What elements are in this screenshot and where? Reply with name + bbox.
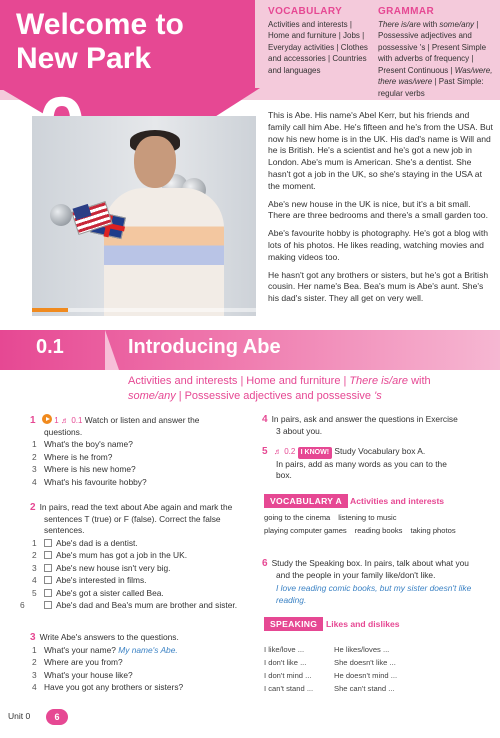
statement-text: Abe's dad is a dentist. bbox=[56, 537, 138, 548]
speaking-box-label: SPEAKING bbox=[264, 617, 323, 631]
instruction-text: In pairs, ask and answer the questions in Exercise 3 about you. bbox=[271, 414, 458, 436]
grammar-was-were: Was/were, there was/were bbox=[378, 65, 493, 86]
grammar-overview bbox=[378, 6, 498, 99]
i-know-badge: I KNOW! bbox=[298, 447, 332, 459]
intro-paragraph: Abe's favourite hobby is photography. He's got a blog with lots of his photos. He likes reading, watching movies and making videos too. bbox=[268, 228, 489, 262]
speaking-phrase: He doesn't mind ... bbox=[334, 671, 398, 680]
answer-checkbox[interactable] bbox=[44, 601, 52, 609]
unit-title-block bbox=[0, 0, 255, 90]
topic-with: with bbox=[408, 375, 431, 387]
question-text: Where is he from? bbox=[44, 451, 113, 462]
vocab-item: reading books bbox=[354, 525, 403, 535]
intro-paragraph: This is Abe. His name's Abel Kerr, but his friends and family call him Abe. He's fifteen and he's from the USA. But now his new home is in the UK. His dad's name is Will and he is British. He's a scientist and he's got a new job in London. Abe's mum is American. She's a dentist. She hasn't got a job in the UK, so she's staying in the USA at the moment. bbox=[268, 110, 493, 191]
page-number: 6 bbox=[46, 709, 68, 725]
exercise-number: 5 bbox=[262, 446, 268, 457]
list-item: 2 Where are you from? bbox=[32, 657, 123, 667]
video-number: 1 bbox=[54, 416, 59, 425]
speaking-row bbox=[264, 643, 494, 656]
speaking-row bbox=[264, 656, 494, 669]
list-item: 4 Abe's interested in films. bbox=[32, 575, 147, 585]
vocabulary-box-header bbox=[264, 494, 494, 508]
vocab-item: taking photos bbox=[410, 525, 456, 535]
vocabulary-heading: VOCABULARY bbox=[268, 6, 343, 17]
question-text: What's his favourite hobby? bbox=[44, 476, 147, 487]
topic-separator: | bbox=[343, 375, 347, 387]
speaking-phrase: He likes/loves ... bbox=[334, 645, 390, 654]
topic-some-any: some/any bbox=[128, 390, 176, 402]
instruction-text: Watch or listen and answer the bbox=[84, 415, 200, 425]
statement-text: Abe's interested in films. bbox=[56, 575, 147, 585]
answer-checkbox[interactable] bbox=[44, 539, 52, 547]
list-item: 2 Abe's mum has got a job in the UK. bbox=[32, 550, 188, 560]
title-line-2: New Park bbox=[16, 42, 152, 75]
unit-title bbox=[16, 8, 184, 76]
vocabulary-box-items bbox=[264, 512, 494, 537]
statement-list bbox=[20, 537, 242, 612]
instruction-text: Write Abe's answers to the questions. bbox=[39, 632, 179, 642]
speaking-box-title: Likes and dislikes bbox=[326, 619, 400, 629]
grammar-past-simple: | Past Simple: regular verbs bbox=[378, 77, 484, 98]
grammar-with: with bbox=[420, 19, 440, 29]
person-head bbox=[134, 136, 176, 188]
topic-home: Home and furniture bbox=[246, 375, 341, 387]
exercise-3-instruction bbox=[30, 632, 242, 644]
exercise-number: 6 bbox=[262, 558, 268, 569]
vocabulary-overview bbox=[268, 6, 372, 76]
list-item: 1 Abe's dad is a dentist. bbox=[32, 537, 138, 548]
speaking-row bbox=[264, 669, 494, 682]
vocab-item: listening to music bbox=[338, 513, 397, 522]
answer-checkbox[interactable] bbox=[44, 551, 52, 559]
section-divider bbox=[105, 330, 119, 370]
statement-text: Abe's dad and Bea's mum are brother and sister. bbox=[56, 600, 238, 610]
speaking-phrase: She can't stand ... bbox=[334, 684, 395, 693]
statement-text: Abe's got a sister called Bea. bbox=[56, 587, 164, 598]
title-line-1: Welcome to bbox=[16, 8, 184, 41]
abe-photo[interactable] bbox=[32, 116, 256, 316]
statement-text: Abe's mum has got a job in the UK. bbox=[56, 550, 188, 560]
vocabulary-box-title: Activities and interests bbox=[350, 496, 445, 506]
topic-possessive: Possessive adjectives and possessive bbox=[184, 390, 375, 402]
vocabulary-box-label: VOCABULARY A bbox=[264, 494, 348, 508]
list-item: 6 Abe's dad and Bea's mum are brother and sister. bbox=[20, 600, 238, 610]
answer-checkbox[interactable] bbox=[44, 564, 52, 572]
list-item: 3 What's your house like? bbox=[32, 669, 133, 680]
speaking-box-header bbox=[264, 617, 494, 631]
topic-activities: Activities and interests bbox=[128, 375, 238, 387]
vocab-item: going to the cinema bbox=[264, 513, 331, 522]
question-text: Where are you from? bbox=[44, 657, 123, 667]
instruction-text: questions. bbox=[44, 426, 83, 437]
grammar-mid: | Possessive adjectives and possessive 's | Present Simple with adverbs of frequency | Present Continuous | bbox=[378, 19, 487, 75]
speaking-phrase: I like/love ... bbox=[264, 645, 305, 654]
speaking-phrase: I don't mind ... bbox=[264, 671, 312, 680]
question-text: Have you got any brothers or sisters? bbox=[44, 682, 184, 692]
list-item: 3 Where is his new home? bbox=[32, 464, 136, 474]
list-item: 4 What's his favourite hobby? bbox=[32, 476, 147, 487]
topic-separator: | bbox=[178, 390, 182, 402]
exercise-2-instruction bbox=[30, 502, 242, 537]
exercise-1 bbox=[30, 414, 240, 488]
list-item: 1 What's the boy's name? bbox=[32, 439, 133, 449]
exercise-6-instruction bbox=[262, 558, 484, 581]
speaking-phrase: I can't stand ... bbox=[264, 684, 314, 693]
answer-checkbox[interactable] bbox=[44, 576, 52, 584]
instruction-text: Study the Speaking box. In pairs, talk about what you and the people in your family like/don't like. bbox=[271, 558, 469, 580]
list-item: 4 Have you got any brothers or sisters? bbox=[32, 682, 184, 692]
answer-checkbox[interactable] bbox=[44, 589, 52, 597]
intro-text bbox=[268, 110, 493, 311]
section-number: 0.1 bbox=[36, 336, 64, 358]
grammar-there-is: There is/are bbox=[378, 19, 421, 29]
audio-speaker-icon[interactable]: ♬ bbox=[273, 447, 282, 456]
question-text: Where is his new home? bbox=[44, 464, 136, 474]
exercise-number: 2 bbox=[30, 502, 36, 513]
list-item: 5 Abe's got a sister called Bea. bbox=[32, 587, 164, 598]
grammar-some-any: some/any bbox=[439, 19, 475, 29]
speaking-phrase: She doesn't like ... bbox=[334, 658, 396, 667]
intro-paragraph: Abe's new house in the UK is nice, but it's a bit small. There are three bedrooms and there's a small garden too. bbox=[268, 198, 488, 221]
exercise-6 bbox=[262, 558, 484, 606]
vocab-item: playing computer games bbox=[264, 525, 347, 535]
list-item: 3 Abe's new house isn't very big. bbox=[32, 562, 171, 573]
speaking-row bbox=[264, 682, 494, 695]
grammar-heading: GRAMMAR bbox=[378, 6, 435, 17]
instruction-text: In pairs, read the text about Abe again and mark the sentences T (true) or F (false). Correct the false sentences. bbox=[39, 502, 233, 535]
speaking-box-table bbox=[264, 643, 494, 695]
exercise-number: 3 bbox=[30, 632, 36, 643]
topic-apostrophe-s: 's bbox=[374, 390, 382, 402]
exercise-2 bbox=[20, 502, 242, 612]
topic-there-is: There is/are bbox=[349, 375, 409, 387]
section-topics bbox=[128, 374, 468, 404]
statement-text: Abe's new house isn't very big. bbox=[56, 562, 171, 573]
audio-speaker-icon[interactable]: ♬ bbox=[61, 416, 69, 425]
list-item: 2 Where is he from? bbox=[32, 451, 113, 462]
person-body bbox=[104, 188, 224, 316]
section-header bbox=[0, 330, 500, 370]
vocabulary-list: Activities and interests | Home and furniture | Jobs | Everyday activities | Clothes and accessories | Countries and languages bbox=[268, 19, 368, 75]
topic-separator: | bbox=[240, 375, 244, 387]
section-title: Introducing Abe bbox=[128, 336, 281, 358]
audio-track: 0.2 bbox=[284, 447, 296, 456]
video-progress-fill bbox=[32, 308, 68, 312]
example-sentence: I love reading comic books, but my sister doesn't like reading. bbox=[276, 583, 472, 605]
exercise-5-instruction bbox=[262, 446, 462, 459]
exercise-number: 4 bbox=[262, 414, 268, 425]
question-list bbox=[30, 645, 242, 694]
list-item: 1 What's your name? My name's Abe. bbox=[32, 644, 178, 655]
audio-track: 0.1 bbox=[71, 416, 83, 425]
video-progress-track[interactable] bbox=[32, 308, 256, 312]
question-text: What's the boy's name? bbox=[44, 439, 133, 449]
video-play-icon[interactable] bbox=[42, 414, 52, 424]
exercise-5 bbox=[262, 446, 462, 482]
grammar-list bbox=[378, 19, 498, 100]
exercise-1-instruction bbox=[30, 414, 240, 427]
example-answer: My name's Abe. bbox=[118, 644, 178, 655]
instruction-text: In pairs, add as many words as you can to the box. bbox=[276, 458, 447, 480]
speaking-phrase: I don't like ... bbox=[264, 658, 307, 667]
lamp-shape bbox=[50, 204, 72, 226]
instruction-text: Study Vocabulary box A. bbox=[334, 446, 426, 456]
exercise-4 bbox=[262, 414, 462, 437]
footer-unit: Unit 0 bbox=[8, 711, 31, 721]
exercise-number: 1 bbox=[30, 415, 36, 426]
intro-paragraph: He hasn't got any brothers or sisters, but he's got a British cousin. Her name's Bea. Bea's mum is Abe's aunt. She's his dad's sister. They all get on very well. bbox=[268, 269, 489, 304]
exercise-3 bbox=[30, 632, 242, 694]
question-text: What's your name? bbox=[44, 644, 116, 655]
question-text: What's your house like? bbox=[44, 669, 133, 680]
question-list bbox=[30, 439, 240, 488]
page-footer bbox=[0, 709, 500, 725]
